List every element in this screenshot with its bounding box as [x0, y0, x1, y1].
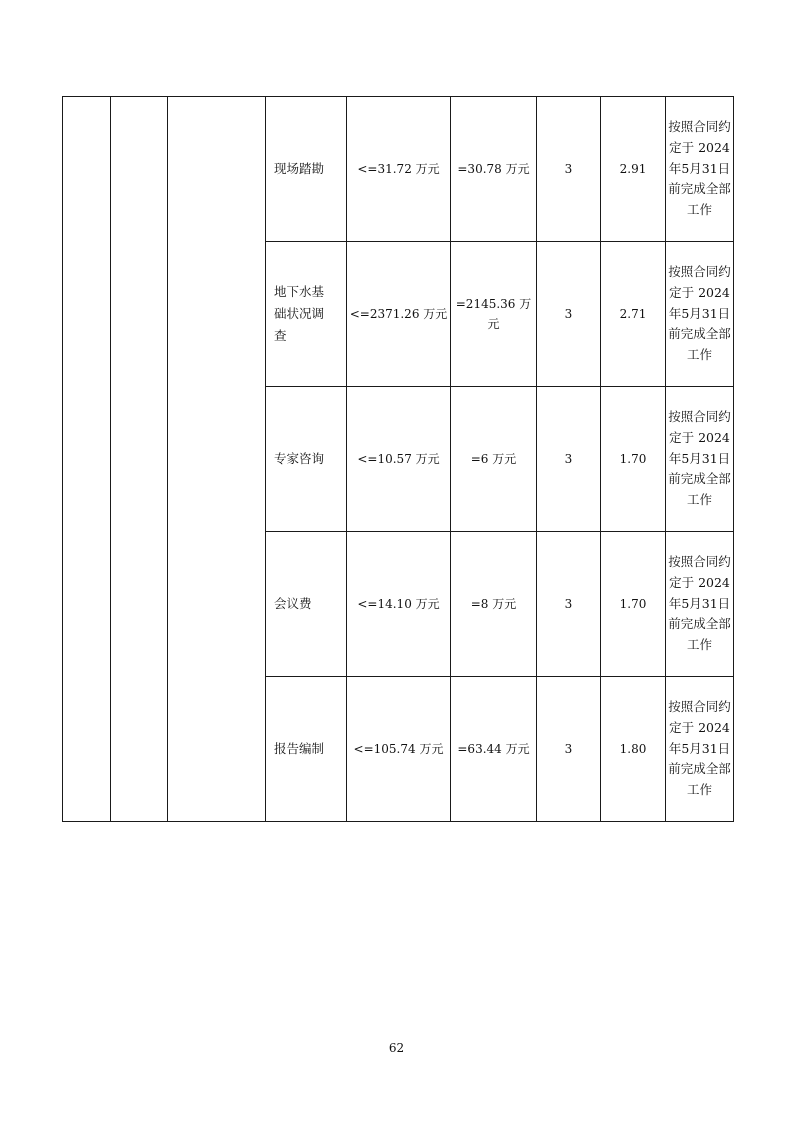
item-cell: 报告编制 [266, 677, 347, 822]
limit-cell: <=2371.26 万元 [347, 242, 451, 387]
item-cell: 会议费 [266, 532, 347, 677]
points-cell: 2.71 [601, 242, 666, 387]
score-cell: 3 [537, 242, 601, 387]
cost-indicator-table [62, 96, 734, 822]
note-cell: 按照合同约定于 2024 年5月31日前完成全部工作 [666, 532, 734, 677]
limit-cell: <=10.57 万元 [347, 387, 451, 532]
points-cell: 1.70 [601, 532, 666, 677]
score-cell: 3 [537, 97, 601, 242]
item-cell: 专家咨询 [266, 387, 347, 532]
actual-cell: =63.44 万元 [451, 677, 537, 822]
note-cell: 按照合同约定于 2024 年5月31日前完成全部工作 [666, 242, 734, 387]
actual-cell: =8 万元 [451, 532, 537, 677]
table-row [63, 97, 734, 242]
points-cell: 1.80 [601, 677, 666, 822]
merged-cell-level-1 [63, 97, 111, 822]
score-cell: 3 [537, 387, 601, 532]
limit-cell: <=31.72 万元 [347, 97, 451, 242]
note-cell: 按照合同约定于 2024 年5月31日前完成全部工作 [666, 97, 734, 242]
score-cell: 3 [537, 677, 601, 822]
actual-cell: =30.78 万元 [451, 97, 537, 242]
points-cell: 1.70 [601, 387, 666, 532]
item-cell: 现场踏勘 [266, 97, 347, 242]
actual-cell: =6 万元 [451, 387, 537, 532]
score-cell: 3 [537, 532, 601, 677]
limit-cell: <=105.74 万元 [347, 677, 451, 822]
points-cell: 2.91 [601, 97, 666, 242]
merged-cell-level-3 [168, 97, 266, 822]
merged-cell-level-2 [111, 97, 168, 822]
actual-cell: =2145.36 万元 [451, 242, 537, 387]
note-cell: 按照合同约定于 2024 年5月31日前完成全部工作 [666, 387, 734, 532]
page-number: 62 [388, 1041, 405, 1055]
note-cell: 按照合同约定于 2024 年5月31日前完成全部工作 [666, 677, 734, 822]
limit-cell: <=14.10 万元 [347, 532, 451, 677]
item-cell: 地下水基础状况调查 [266, 242, 347, 387]
